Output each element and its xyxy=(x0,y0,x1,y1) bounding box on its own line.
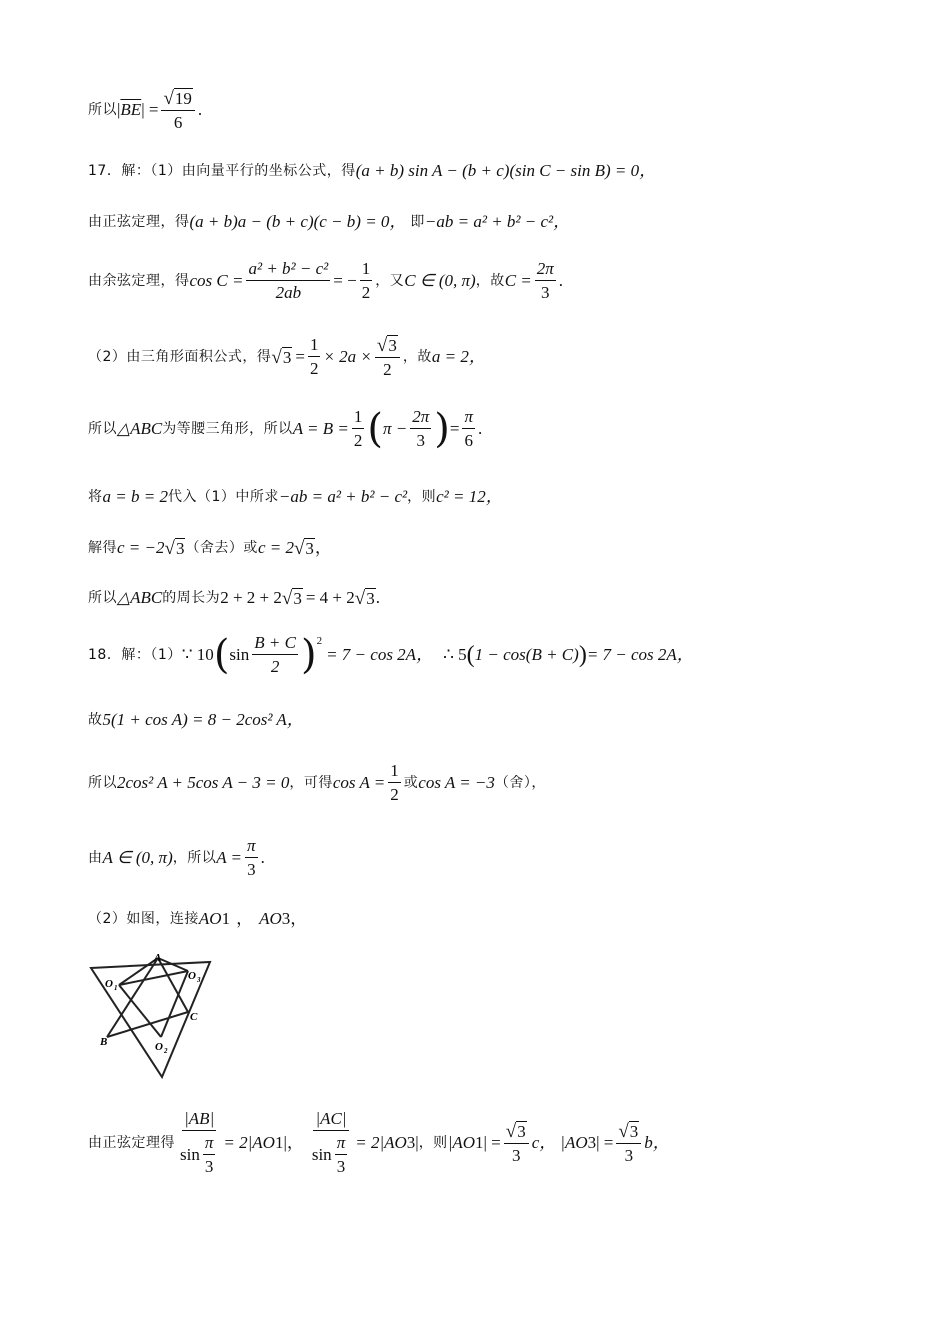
numerator: 2π xyxy=(535,260,556,281)
text: 17．解：（1）由向量平行的坐标公式，得 xyxy=(88,162,356,179)
equation: = 4 + 2 xyxy=(305,588,355,608)
equation: −ab = a² + b² − c² xyxy=(278,487,408,506)
denominator: 2 xyxy=(383,359,392,379)
equation: | = xyxy=(596,1133,614,1153)
segment-ao3: AO xyxy=(259,909,282,928)
equation: 2 + 2 + 2 xyxy=(220,588,282,608)
line-17-part1 xyxy=(88,162,656,179)
radicand: 3 xyxy=(629,1121,639,1141)
triangle-abc: △ABC xyxy=(117,419,163,439)
text: 或 xyxy=(403,774,419,791)
equation: A = B = xyxy=(292,419,349,439)
equation: cos C = xyxy=(189,271,244,291)
numerator: π xyxy=(203,1134,216,1155)
equation: = xyxy=(449,419,460,439)
triangle-abc: △ABC xyxy=(117,588,163,608)
label-o3-sub: 3 xyxy=(197,976,201,984)
equation: (a + b) sin A − (b + c)(sin C − sin B) = 0， xyxy=(355,161,657,180)
radicand: 3 xyxy=(366,589,375,608)
equation: = 2|AO xyxy=(223,1133,275,1153)
text: 所以 xyxy=(88,101,117,118)
numerator: π xyxy=(245,837,258,858)
radicand: 3 xyxy=(517,1121,526,1141)
denominator: 3 xyxy=(541,282,550,302)
radicand: 3 xyxy=(175,539,185,558)
line-simplify xyxy=(88,711,304,728)
text: 所以 xyxy=(88,774,117,791)
text: （舍去）或 xyxy=(185,539,258,556)
abs-open: | xyxy=(117,100,121,120)
denominator: 2 xyxy=(390,784,399,804)
text: ，又 xyxy=(375,272,405,289)
equation: = 2|AO xyxy=(355,1133,407,1153)
equation: C ∈ (0, π) xyxy=(404,271,476,291)
exponent: 2 xyxy=(316,635,323,647)
line-18-part1: 18．解：（1） ∵ 10 ( sin $\frac{B + C}{2}$ ) 2 = 7 − cos 2A， ∴ 5 ( 1 − cos(B + C) ) = 7 − cos 2A， xyxy=(88,631,694,678)
numerator: π xyxy=(335,1134,348,1155)
equation: 2cos² A + 5cos A − 3 = 0 xyxy=(117,773,290,793)
denominator: 6 xyxy=(173,112,183,132)
equation: A = xyxy=(216,848,243,868)
label-b: B xyxy=(100,1036,108,1048)
fraction xyxy=(462,408,475,450)
equation: 5(1 + cos A) = 8 − 2cos² A， xyxy=(102,710,304,729)
text: 故 xyxy=(88,711,103,728)
text: 由正弦定理得 xyxy=(88,1134,175,1151)
label-c: C xyxy=(190,1011,198,1023)
denominator: 3 xyxy=(204,1156,214,1176)
fraction: √ 3 3 xyxy=(616,1121,641,1165)
equation: b， xyxy=(644,1133,670,1153)
vector-be: $\overline{BE}$ xyxy=(120,100,142,120)
fraction xyxy=(246,260,330,302)
text: 将 xyxy=(88,488,103,505)
label-o1: O xyxy=(105,978,113,990)
line-solve-c: 解得 c = −2 √ 3 （舍去）或 c = 2 √ 3 ， xyxy=(88,537,332,559)
equation: = xyxy=(295,347,305,367)
sin: sin xyxy=(180,1144,200,1164)
line-quadratic xyxy=(88,762,546,804)
equation: −ab = a² + b² − c²， xyxy=(424,212,571,231)
text: ，可得 xyxy=(289,774,333,791)
text: （舍）， xyxy=(494,774,546,791)
equation: = 7 − cos 2A， xyxy=(326,645,434,665)
fraction: √ 3 3 xyxy=(504,1121,529,1165)
radicand: 3 xyxy=(388,336,397,355)
text: 代入（1）中所求 xyxy=(167,488,279,505)
numerator: a² + b² − c² xyxy=(246,260,330,281)
text: 为等腰三角形，所以 xyxy=(162,420,293,437)
equation: |AO xyxy=(560,1133,588,1153)
denominator: 3 xyxy=(624,1145,634,1165)
equation: c = −2 xyxy=(117,538,165,558)
numerator: 1 xyxy=(388,762,401,783)
segment-ao1: AO xyxy=(198,909,222,928)
denominator: 3 xyxy=(416,430,425,450)
fraction xyxy=(308,336,321,378)
denominator: 3 xyxy=(336,1156,346,1176)
equation: c² = 12， xyxy=(436,487,503,506)
fraction xyxy=(310,1110,352,1176)
line-angle-a: 由 A ∈ (0, π) ，所以 A = $\frac{\pi}{3}$ . xyxy=(88,836,265,879)
denominator: 6 xyxy=(464,430,473,450)
denominator: 2 xyxy=(309,358,319,378)
equation: = − xyxy=(333,271,357,291)
equation: 1 − cos(B + C) xyxy=(474,645,579,665)
text: 的周长为 xyxy=(162,589,221,606)
geometry-figure xyxy=(85,950,220,1085)
equation: (a + b)a − (b + c)(c − b) = 0， xyxy=(189,212,407,231)
line-be-result: 所以 | $\overline{BE}$ | = √ 19 6 . xyxy=(88,87,203,132)
label-o3: O xyxy=(188,970,196,982)
denominator: 2 xyxy=(353,430,363,450)
equation: π − xyxy=(382,419,408,439)
radicand: 19 xyxy=(174,89,192,108)
text: 解得 xyxy=(88,539,117,556)
label-o2-sub: 2 xyxy=(164,1047,168,1055)
text: ，则 xyxy=(407,488,437,505)
text: 18．解：（1） xyxy=(88,646,182,663)
denominator: 2ab xyxy=(275,282,302,302)
line-substitute xyxy=(88,488,503,505)
line-perimeter: 所以 △ABC 的周长为 2 + 2 + 2 √ 3 = 4 + 2 √ 3 . xyxy=(88,587,380,609)
equation: = 7 − cos 2A， xyxy=(586,645,694,665)
label-o1-sub: 1 xyxy=(114,984,118,992)
fraction xyxy=(245,837,258,879)
fraction xyxy=(352,408,365,450)
equation: |AO xyxy=(447,1133,476,1153)
text: （2）由三角形面积公式，得 xyxy=(88,348,272,365)
line-18-part2: （2）如图，连接 AO 1 ， AO 3 ， xyxy=(88,908,308,928)
equation: ∵ 10 xyxy=(181,645,214,665)
equation: cos A = −3 xyxy=(418,773,495,793)
equation: A ∈ (0, π) xyxy=(102,848,173,868)
numerator: π xyxy=(462,408,475,429)
text: ，故 xyxy=(475,272,505,289)
equation: c = 2 xyxy=(257,538,294,558)
equation: a = b = 2 xyxy=(102,487,168,506)
label-o2: O xyxy=(155,1041,163,1053)
text: 所以 xyxy=(88,420,117,437)
radicand: 3 xyxy=(305,539,314,558)
numerator: B + C xyxy=(252,634,298,655)
radicand: 3 xyxy=(293,589,302,608)
text: 即 xyxy=(410,213,425,230)
text: 由正弦定理，得 xyxy=(88,213,190,230)
sin: sin xyxy=(311,1144,332,1164)
fraction xyxy=(535,260,556,302)
text: （2）如图，连接 xyxy=(88,910,199,927)
equation: C = xyxy=(504,271,532,291)
equation: | = xyxy=(483,1133,501,1153)
fraction: √ 3 2 xyxy=(375,335,400,379)
denominator: 3 xyxy=(247,859,256,879)
numerator: 1 xyxy=(360,260,373,281)
denominator: 2 xyxy=(270,656,280,676)
equation: a = 2， xyxy=(431,347,486,367)
fraction xyxy=(252,634,298,676)
equation: ∴ 5 xyxy=(443,645,467,665)
label-a: A xyxy=(154,952,162,964)
line-cosine-law: 由余弦定理，得 cos C = $\frac{\text{a² + b² − c²}}{2ab}$ = − $\frac{1}{2}$ ，又 C ∈ (0, π) ，故 C = $\frac{2\pi}{3}$ . xyxy=(88,259,564,302)
numerator: 2π xyxy=(410,408,431,429)
numerator: |AC| xyxy=(313,1110,348,1131)
line-sine-law xyxy=(88,213,570,230)
fraction: √ 19 6 xyxy=(161,88,194,132)
radicand: 3 xyxy=(282,347,292,367)
numerator: |AB| xyxy=(182,1110,216,1131)
fraction xyxy=(410,408,431,450)
equation: × 2a × xyxy=(323,347,372,367)
text: 由 xyxy=(88,849,103,866)
denominator: 3 xyxy=(512,1145,521,1165)
text: 由余弦定理，得 xyxy=(88,272,190,289)
equation: c， xyxy=(531,1133,557,1153)
equation: sin xyxy=(229,645,250,665)
fraction xyxy=(360,260,373,302)
denominator: 2 xyxy=(361,282,371,302)
fraction xyxy=(178,1110,220,1176)
line-isosceles: 所以 △ABC 为等腰三角形，所以 A = B = $\frac{1}{2}$ ( π − $\frac{2\pi}{3}$ ) = $\frac{\pi}{6}$ . xyxy=(88,405,483,452)
numerator: 1 xyxy=(308,336,321,357)
text: ，所以 xyxy=(172,849,217,866)
fraction xyxy=(388,762,401,804)
line-area: （2）由三角形面积公式，得 √ 3 = $\frac{1}{2}$ × 2a × √ 3 2 ，故 a = 2， xyxy=(88,334,486,379)
line-sine-law-2: 由正弦定理得 |AB| sin $\frac{\pi}{3}$ = 2|AO 1 |， |AC| sin $\frac{\pi}{3}$ = 2|AO 3 | ，则 |AO 1 | = √ 3 3 c， |AO 3 | = √ 3 3 b， xyxy=(88,1109,670,1176)
text: ，故 xyxy=(402,348,432,365)
text: 所以 xyxy=(88,589,117,606)
equation: cos A = xyxy=(332,773,386,793)
numerator: 1 xyxy=(352,408,365,429)
abs-close: | = xyxy=(141,100,159,120)
text: ，则 xyxy=(418,1134,448,1151)
